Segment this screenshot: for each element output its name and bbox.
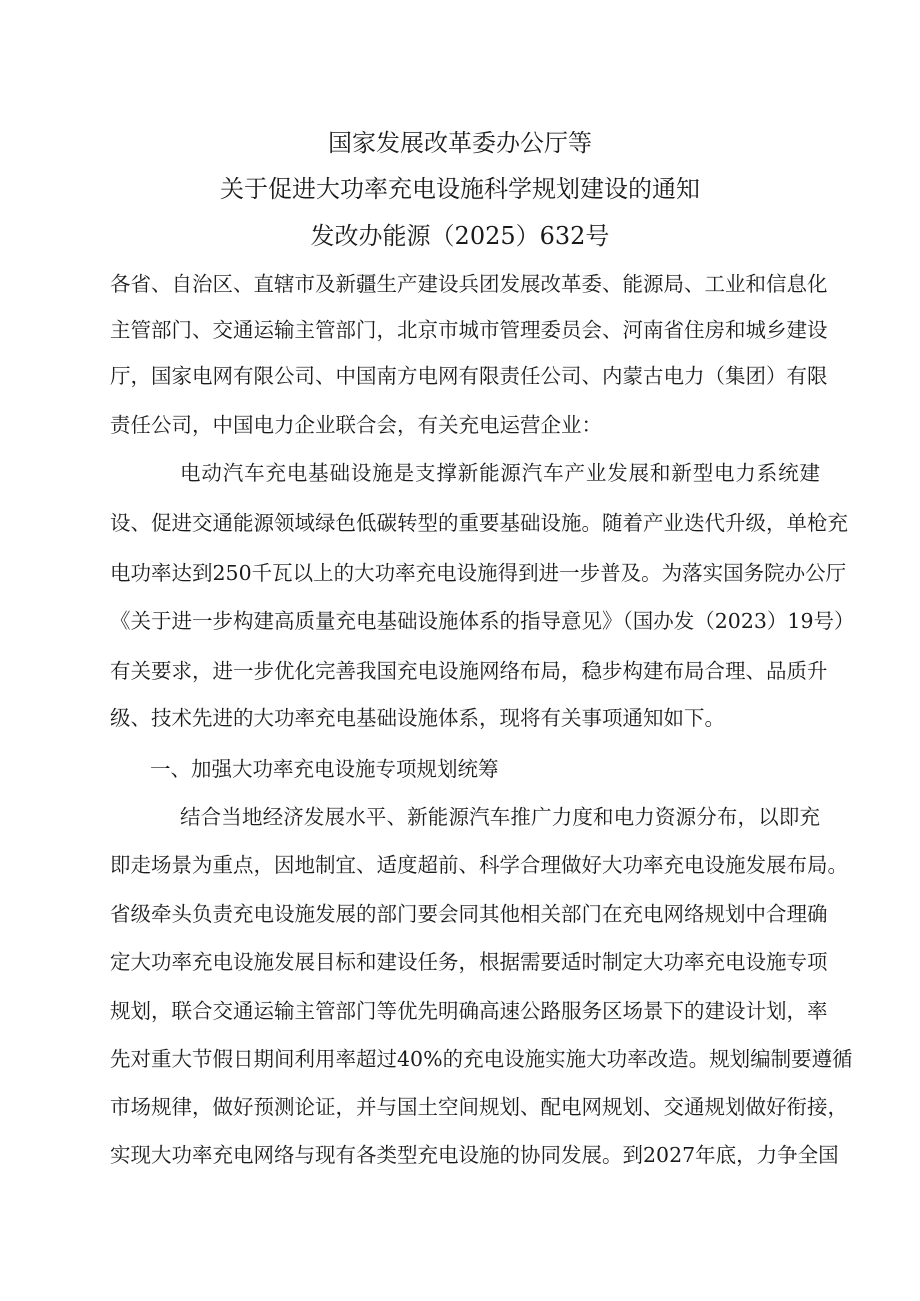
section-line: 省级牵头负责充电设施发展的部门要会同其他相关部门在充电网络规划中合理确 bbox=[110, 902, 828, 926]
intro-line: 级、技术先进的大功率充电基础设施体系，现将有关事项通知如下。 bbox=[110, 706, 725, 730]
document-number: 发改办能源（2025）632号 bbox=[310, 222, 610, 250]
section-line: 实现大功率充电网络与现有各类型充电设施的协同发展。到2027年底，力争全国 bbox=[110, 1143, 839, 1167]
section-line: 市场规律，做好预测论证，并与国土空间规划、配电网规划、交通规划做好衔接， bbox=[110, 1095, 848, 1119]
section-line: 结合当地经济发展水平、新能源汽车推广力度和电力资源分布，以即充 bbox=[180, 805, 820, 829]
intro-line: 设、促进交通能源领域绿色低碳转型的重要基础设施。随着产业迭代升级，单枪充 bbox=[110, 511, 848, 535]
addressee-line: 主管部门、交通运输主管部门，北京市城市管理委员会、河南省住房和城乡建设 bbox=[110, 318, 828, 342]
intro-line: 有关要求，进一步优化完善我国充电设施网络布局，稳步构建布局合理、品质升 bbox=[110, 659, 828, 683]
document-title: 关于促进大功率充电设施科学规划建设的通知 bbox=[220, 175, 700, 203]
intro-line: 《关于进一步构建高质量充电基础设施体系的指导意见》（国办发（2023）19号） bbox=[110, 609, 855, 633]
addressee-line: 各省、自治区、直辖市及新疆生产建设兵团发展改革委、能源局、工业和信息化 bbox=[110, 272, 828, 296]
section-line: 规划，联合交通运输主管部门等优先明确高速公路服务区场景下的建设计划，率 bbox=[110, 999, 828, 1023]
intro-line: 电动汽车充电基础设施是支撑新能源汽车产业发展和新型电力系统建 bbox=[180, 461, 820, 485]
section-line: 定大功率充电设施发展目标和建设任务，根据需要适时制定大功率充电设施专项 bbox=[110, 950, 828, 974]
issuer-title: 国家发展改革委办公厅等 bbox=[328, 129, 592, 157]
section-line: 先对重大节假日期间利用率超过40%的充电设施实施大功率改造。规划编制要遵循 bbox=[110, 1047, 853, 1071]
section-line: 即走场景为重点，因地制宜、适度超前、科学合理做好大功率充电设施发展布局。 bbox=[110, 853, 848, 877]
addressee-line: 厅，国家电网有限公司、中国南方电网有限责任公司、内蒙古电力（集团）有限 bbox=[110, 364, 828, 388]
section-heading: 一、加强大功率充电设施专项规划统筹 bbox=[150, 757, 499, 781]
intro-line: 电功率达到250千瓦以上的大功率充电设施得到进一步普及。为落实国务院办公厅 bbox=[110, 561, 847, 585]
addressee-line: 责任公司，中国电力企业联合会，有关充电运营企业： bbox=[110, 413, 602, 437]
